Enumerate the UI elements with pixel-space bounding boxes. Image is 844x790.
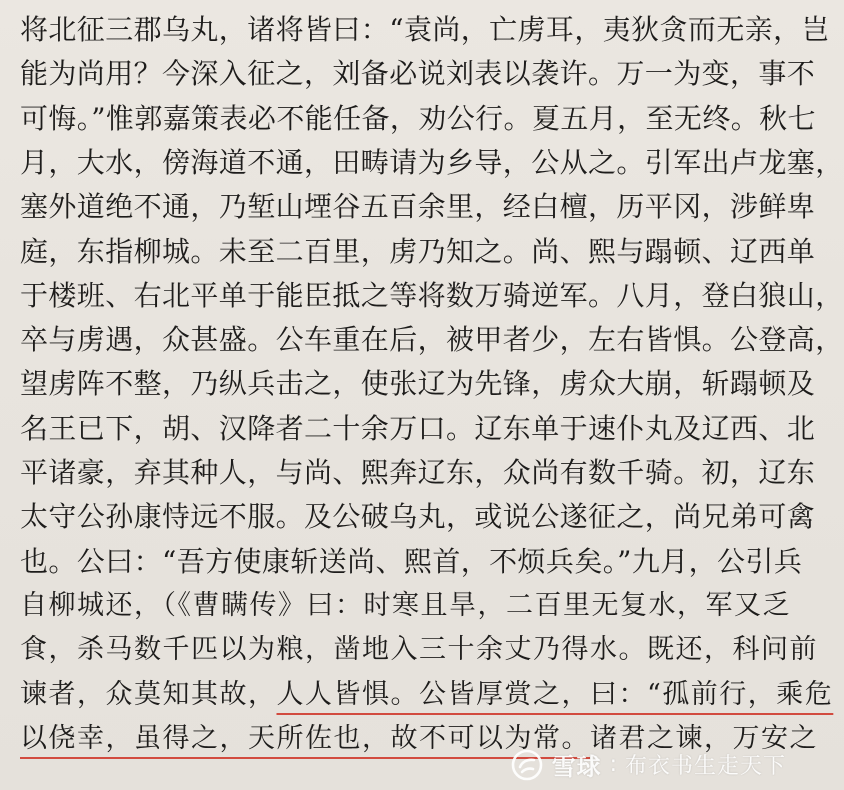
- underlined-text: 人人皆惧。公皆厚赏之，曰：“孤前行，乘危: [276, 678, 834, 710]
- text-line: 庭，东指柳城。未至二百里，虏乃知之。尚、熙与蹋顿、辽西单: [20, 234, 816, 268]
- text-line-segment: 谏者，众莫知其故，: [20, 678, 277, 710]
- text-line: 也。公曰：“吾方使康斩送尚、熙首，不烦兵矣。”九月，公引兵: [20, 544, 803, 578]
- text-line: 于楼班、右北平单于能臣抵之等将数万骑逆军。八月，登白狼山，: [20, 278, 844, 312]
- text-line: 将北征三郡乌丸，诸将皆曰：“袁尚，亡虏耳，夷狄贪而无亲，岂: [20, 13, 830, 46]
- text-line: 太守公孙康恃远不服。及公破乌丸，或说公遂征之，尚兄弟可禽: [20, 500, 816, 534]
- text-line: [20, 673, 834, 717]
- watermark-separator: :: [609, 752, 617, 777]
- watermark-user: 布衣书生走天下: [624, 754, 786, 779]
- text-line: 塞外道绝不通，乃堑山堙谷五百余里，经白檀，历平冈，涉鲜卑: [20, 190, 816, 224]
- text-line: 卒与虏遇，众甚盛。公车重在后，被甲者少，左右皆惧。公登高，: [20, 323, 844, 357]
- text-line: 食，杀马数千匹以为粮，凿地入三十余丈乃得水。既还，科问前: [20, 634, 818, 666]
- text-line: 自柳城还，（《曹瞒传》曰：时寒且旱，二百里无复水，军又乏: [20, 589, 791, 621]
- text-line: 名王已下，胡、汉降者二十余万口。辽东单于速仆丸及辽西、北: [20, 411, 816, 445]
- watermark: [510, 747, 786, 782]
- text-line: 可悔。”惟郭嘉策表必不能任备，劝公行。夏五月，至无终。秋七: [20, 101, 816, 135]
- text-line: 望虏阵不整，乃纵兵击之，使张辽为先锋，虏众大崩，斩蹋顿及: [20, 367, 816, 401]
- underlined-text: 以侥幸，虽得之，天所佐也，故不可以为常。: [20, 722, 590, 754]
- watermark-brand: 雪球: [551, 753, 602, 781]
- text-line: 月，大水，傍海道不通，田畴请为乡导，公从之。引军出卢龙塞，: [20, 145, 844, 179]
- text-line: 平诸豪，弃其种人，与尚、熙奔辽东，众尚有数千骑。初，辽东: [20, 456, 816, 489]
- text-line: 能为尚用？今深入征之，刘备必说刘表以袭许。万一为变，事不: [20, 57, 816, 91]
- snowball-logo-icon: [510, 748, 544, 782]
- text-line-segment: 诸君之谏，万安之: [590, 722, 818, 754]
